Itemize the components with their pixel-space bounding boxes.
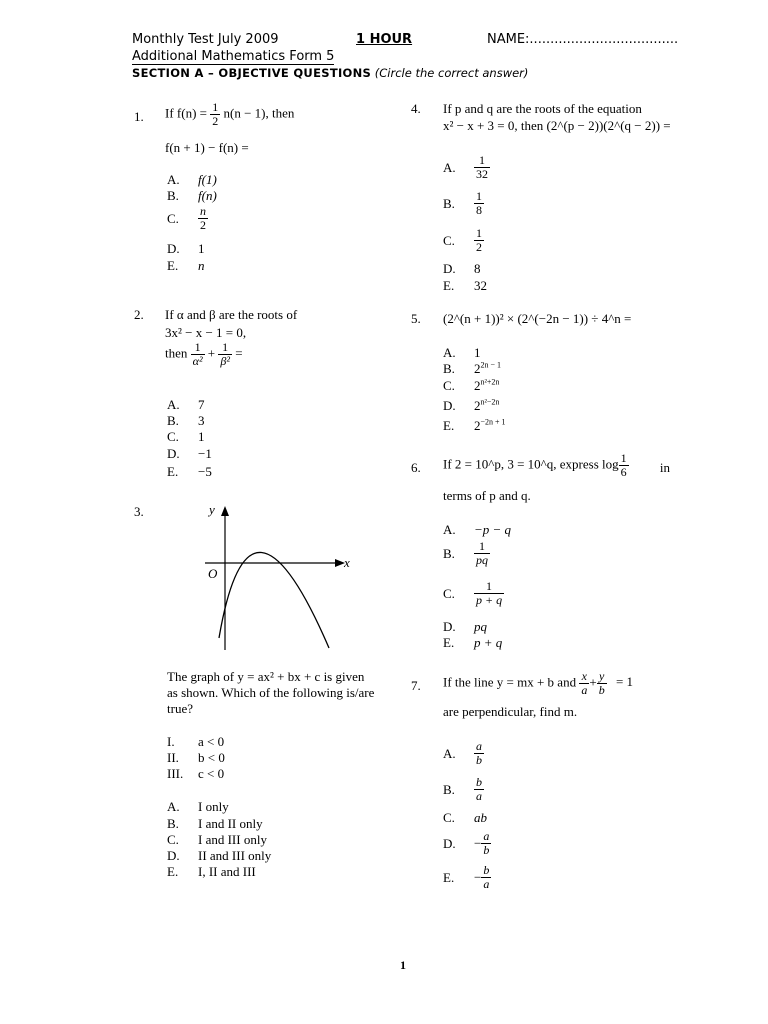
option-label: B. — [167, 816, 179, 831]
option-text: ab — [474, 810, 487, 825]
statement-text: b < 0 — [198, 750, 225, 765]
q3-stem-line2: as shown. Which of the following is/are — [167, 685, 375, 700]
q3-stem-line3: true? — [167, 701, 193, 716]
option-label: A. — [443, 345, 456, 360]
q3-option-a[interactable] — [167, 799, 229, 815]
fraction-numerator: b — [476, 775, 482, 789]
q1-option-b[interactable] — [167, 188, 217, 204]
option-text: I only — [198, 799, 229, 814]
q4-option-c[interactable] — [443, 227, 484, 254]
option-label: C. — [167, 429, 179, 444]
q4-option-e[interactable] — [443, 278, 487, 294]
option-text: n — [198, 258, 205, 273]
option-fraction — [481, 830, 491, 857]
fraction-numerator: 1 — [191, 341, 205, 355]
option-label: A. — [167, 397, 180, 412]
q7-option-d[interactable] — [443, 830, 491, 857]
question-number: 1. — [134, 109, 144, 124]
fraction-denominator: 2 — [476, 240, 482, 254]
q1-option-a[interactable] — [167, 172, 217, 188]
option-text: p + q — [474, 635, 503, 650]
q1-stem-prefix: If f(n) = — [165, 105, 207, 121]
option-label: C. — [443, 585, 455, 601]
option-label: B. — [167, 188, 179, 203]
q2-option-e[interactable] — [167, 464, 212, 480]
section-title: SECTION A – OBJECTIVE QUESTIONS — [132, 66, 372, 80]
fraction-denominator: b — [598, 683, 605, 697]
q2-option-a[interactable] — [167, 397, 205, 413]
q6-option-b[interactable] — [443, 540, 490, 567]
fraction-denominator: α² — [192, 354, 203, 368]
option-label: D. — [167, 446, 180, 461]
q1-stem-line2: f(n + 1) − f(n) = — [165, 140, 249, 155]
q3-option-d[interactable] — [167, 848, 271, 864]
option-text: 1 — [198, 429, 205, 444]
q2-fraction-alpha — [191, 341, 205, 368]
option-label: C. — [443, 378, 455, 393]
fraction-denominator: p + q — [476, 593, 503, 607]
x-axis-label: x — [344, 555, 350, 570]
q5-option-b[interactable] — [443, 361, 501, 377]
section-instruction: (Circle the correct answer) — [374, 66, 529, 80]
y-axis-label: y — [209, 502, 215, 517]
q7-option-a[interactable] — [443, 740, 484, 767]
option-label: D. — [167, 241, 180, 256]
q6-option-d[interactable] — [443, 619, 487, 635]
option-label: D. — [443, 835, 456, 851]
option-fraction — [474, 540, 490, 567]
fraction-numerator: y — [597, 670, 607, 684]
question-number: 5. — [411, 311, 421, 326]
fraction-numerator: 1 — [218, 341, 232, 355]
parabola-curve — [219, 552, 329, 648]
option-label: A. — [167, 799, 180, 814]
option-label: D. — [167, 848, 180, 863]
q1-option-e[interactable] — [167, 258, 205, 274]
q5-option-e[interactable] — [443, 418, 506, 434]
option-text: 3 — [198, 413, 205, 428]
option-label: E. — [167, 258, 179, 273]
fraction-numerator: 1 — [474, 154, 490, 168]
q1-stem — [165, 101, 294, 128]
q5-stem: (2^(n + 1))² × (2^(−2n − 1)) ÷ 4^n = — [443, 311, 632, 326]
q4-stem-line1: If p and q are the roots of the equation — [443, 101, 642, 116]
statement-text: c < 0 — [198, 766, 225, 781]
q6-option-c[interactable] — [443, 580, 504, 607]
option-label: B. — [443, 195, 455, 211]
q2-equals: = — [235, 345, 243, 361]
option-text: −1 — [198, 446, 212, 461]
q2-option-b[interactable] — [167, 413, 205, 429]
q2-stem-line2: 3x² − x − 1 = 0, — [165, 325, 247, 340]
fraction-denominator: b — [476, 753, 482, 767]
option-text: II and III only — [198, 848, 272, 863]
fraction-numerator: a — [476, 739, 482, 753]
q1-option-c[interactable] — [167, 205, 208, 232]
q3-option-e[interactable] — [167, 864, 256, 880]
option-text: f(1) — [198, 172, 217, 187]
q2-option-c[interactable] — [167, 429, 205, 445]
option-fraction — [481, 864, 491, 891]
option-label: C. — [443, 810, 455, 825]
question-number: 2. — [134, 307, 144, 322]
fraction-numerator: 1 — [620, 451, 627, 465]
option-exponent: n²+2n — [480, 377, 500, 387]
option-text: −p − q — [474, 522, 512, 537]
subject-title: Additional Mathematics Form 5 — [132, 49, 335, 64]
test-title: Monthly Test July 2009 — [132, 32, 279, 47]
q4-option-d[interactable] — [443, 261, 481, 277]
option-label: B. — [167, 413, 179, 428]
option-label: E. — [167, 864, 179, 879]
option-text: I and II only — [198, 816, 263, 831]
option-label: A. — [443, 159, 456, 175]
q4-option-a[interactable] — [443, 154, 490, 181]
q3-parabola-graph — [195, 500, 365, 660]
option-text: 1 — [198, 241, 205, 256]
q5-option-d[interactable] — [443, 398, 499, 414]
fraction-denominator: 6 — [620, 465, 627, 479]
q7-option-b[interactable] — [443, 776, 484, 803]
q2-stem-line1: If α and β are the roots of — [165, 307, 298, 322]
q7-option-e[interactable] — [443, 864, 491, 891]
q1-stem-suffix: n(n − 1), then — [223, 105, 295, 121]
option-label: E. — [443, 869, 455, 885]
option-fraction — [474, 190, 484, 217]
option-label: C. — [443, 232, 455, 248]
q4-option-b[interactable] — [443, 190, 484, 217]
origin-label: O — [208, 566, 218, 581]
q6-stem-text: If 2 = 10^p, 3 = 10^q, express log — [443, 456, 619, 472]
option-label: C. — [167, 210, 179, 226]
q7-fraction-x — [579, 670, 589, 697]
fraction-denominator: 8 — [476, 203, 482, 217]
option-fraction — [474, 227, 484, 254]
q6-option-e[interactable] — [443, 635, 502, 651]
fraction-numerator: b — [483, 863, 490, 877]
q6-stem-line2: terms of p and q. — [443, 488, 531, 503]
fraction-denominator: a — [483, 877, 490, 891]
fraction-numerator: 1 — [474, 580, 504, 594]
fraction-denominator: pq — [476, 553, 488, 567]
option-text: 7 — [198, 397, 205, 412]
option-label: E. — [443, 418, 455, 433]
option-exponent: 2n − 1 — [480, 360, 502, 370]
option-text: pq — [474, 619, 487, 634]
option-label: E. — [167, 464, 179, 479]
q5-option-c[interactable] — [443, 378, 499, 394]
option-label: E. — [443, 635, 455, 650]
q3-statement-2 — [167, 750, 225, 766]
option-exponent: −2n + 1 — [480, 417, 506, 427]
q3-statement-1 — [167, 734, 224, 750]
page-number: 1 — [400, 958, 406, 972]
fraction-denominator: 2 — [212, 114, 219, 128]
q2-fraction-beta — [218, 341, 232, 368]
fraction-numerator: n — [200, 204, 206, 218]
option-text: 1 — [474, 345, 481, 360]
option-base: 2 — [474, 398, 481, 413]
fraction-numerator: x — [579, 670, 589, 684]
q3-statement-3 — [167, 766, 224, 782]
question-number: 3. — [134, 504, 144, 519]
fraction-numerator: 1 — [476, 226, 482, 240]
test-duration: 1 HOUR — [356, 32, 413, 47]
option-label: B. — [443, 361, 455, 376]
q3-stem-line1: The graph of y = ax² + bx + c is given — [167, 669, 365, 684]
q2-stem-line3 — [165, 341, 243, 368]
fraction-numerator: 1 — [212, 100, 219, 114]
fraction-numerator: 1 — [474, 540, 490, 554]
fraction-denominator: 2 — [200, 218, 206, 232]
option-base: 2 — [474, 418, 481, 433]
option-base: 2 — [474, 361, 481, 376]
option-text: 32 — [474, 278, 487, 293]
option-label: D. — [443, 619, 456, 634]
option-label: B. — [443, 781, 455, 797]
q7-equals-one: = 1 — [615, 674, 634, 690]
fraction-denominator: 32 — [476, 167, 488, 181]
option-exponent: n²−2n — [480, 397, 500, 407]
option-text: I and III only — [198, 832, 267, 847]
question-number: 7. — [411, 678, 421, 693]
q7-stem-line1 — [443, 670, 633, 697]
q3-option-c[interactable] — [167, 832, 267, 848]
option-label: C. — [167, 832, 179, 847]
option-label: D. — [443, 261, 456, 276]
fraction-denominator: b — [483, 843, 490, 857]
q3-option-b[interactable] — [167, 816, 263, 832]
option-label: A. — [167, 172, 180, 187]
q1-half-fraction — [210, 101, 220, 128]
option-fraction — [198, 205, 208, 232]
option-text: −5 — [198, 464, 212, 479]
q2-option-d[interactable] — [167, 446, 212, 462]
option-sign: − — [474, 869, 482, 885]
fraction-denominator: a — [581, 683, 588, 697]
q7-fraction-y — [597, 670, 607, 697]
option-label: A. — [443, 745, 456, 761]
option-fraction — [474, 740, 484, 767]
q6-option-a[interactable] — [443, 522, 511, 538]
option-fraction — [474, 154, 490, 181]
question-number: 6. — [411, 460, 421, 475]
option-fraction — [474, 580, 504, 607]
q2-then: then — [165, 345, 188, 361]
q2-plus: + — [207, 345, 216, 361]
option-label: D. — [443, 398, 456, 413]
option-sign: − — [474, 835, 482, 851]
q7-stem-text: If the line y = mx + b and — [443, 674, 577, 690]
option-text: f(n) — [198, 188, 217, 203]
q6-in: in — [659, 460, 670, 475]
statement-label: III. — [167, 766, 184, 781]
q6-stem-line1 — [443, 452, 670, 479]
option-label: A. — [443, 522, 456, 537]
q7-plus: + — [589, 674, 597, 690]
statement-label: I. — [167, 734, 175, 749]
option-fraction — [474, 776, 484, 803]
q7-stem-line2: are perpendicular, find m. — [443, 704, 578, 719]
q7-option-c[interactable] — [443, 810, 487, 826]
fraction-denominator: β² — [220, 354, 230, 368]
fraction-numerator: 1 — [476, 189, 482, 203]
name-field: NAME:.................................... — [487, 32, 679, 47]
statement-text: a < 0 — [198, 734, 225, 749]
q6-fraction — [619, 452, 629, 479]
q5-option-a[interactable] — [443, 345, 481, 361]
question-number: 4. — [411, 101, 421, 116]
y-axis-arrow — [221, 506, 229, 516]
q4-stem-line2: x² − x + 3 = 0, then (2^(p − 2))(2^(q − 2)) = — [443, 118, 671, 133]
section-heading — [132, 66, 528, 80]
option-text: 8 — [474, 261, 481, 276]
option-label: E. — [443, 278, 455, 293]
option-base: 2 — [474, 378, 481, 393]
option-label: B. — [443, 545, 455, 561]
q1-option-d[interactable] — [167, 241, 205, 257]
fraction-numerator: a — [483, 829, 490, 843]
statement-label: II. — [167, 750, 179, 765]
fraction-denominator: a — [476, 789, 482, 803]
option-text: I, II and III — [198, 864, 256, 879]
